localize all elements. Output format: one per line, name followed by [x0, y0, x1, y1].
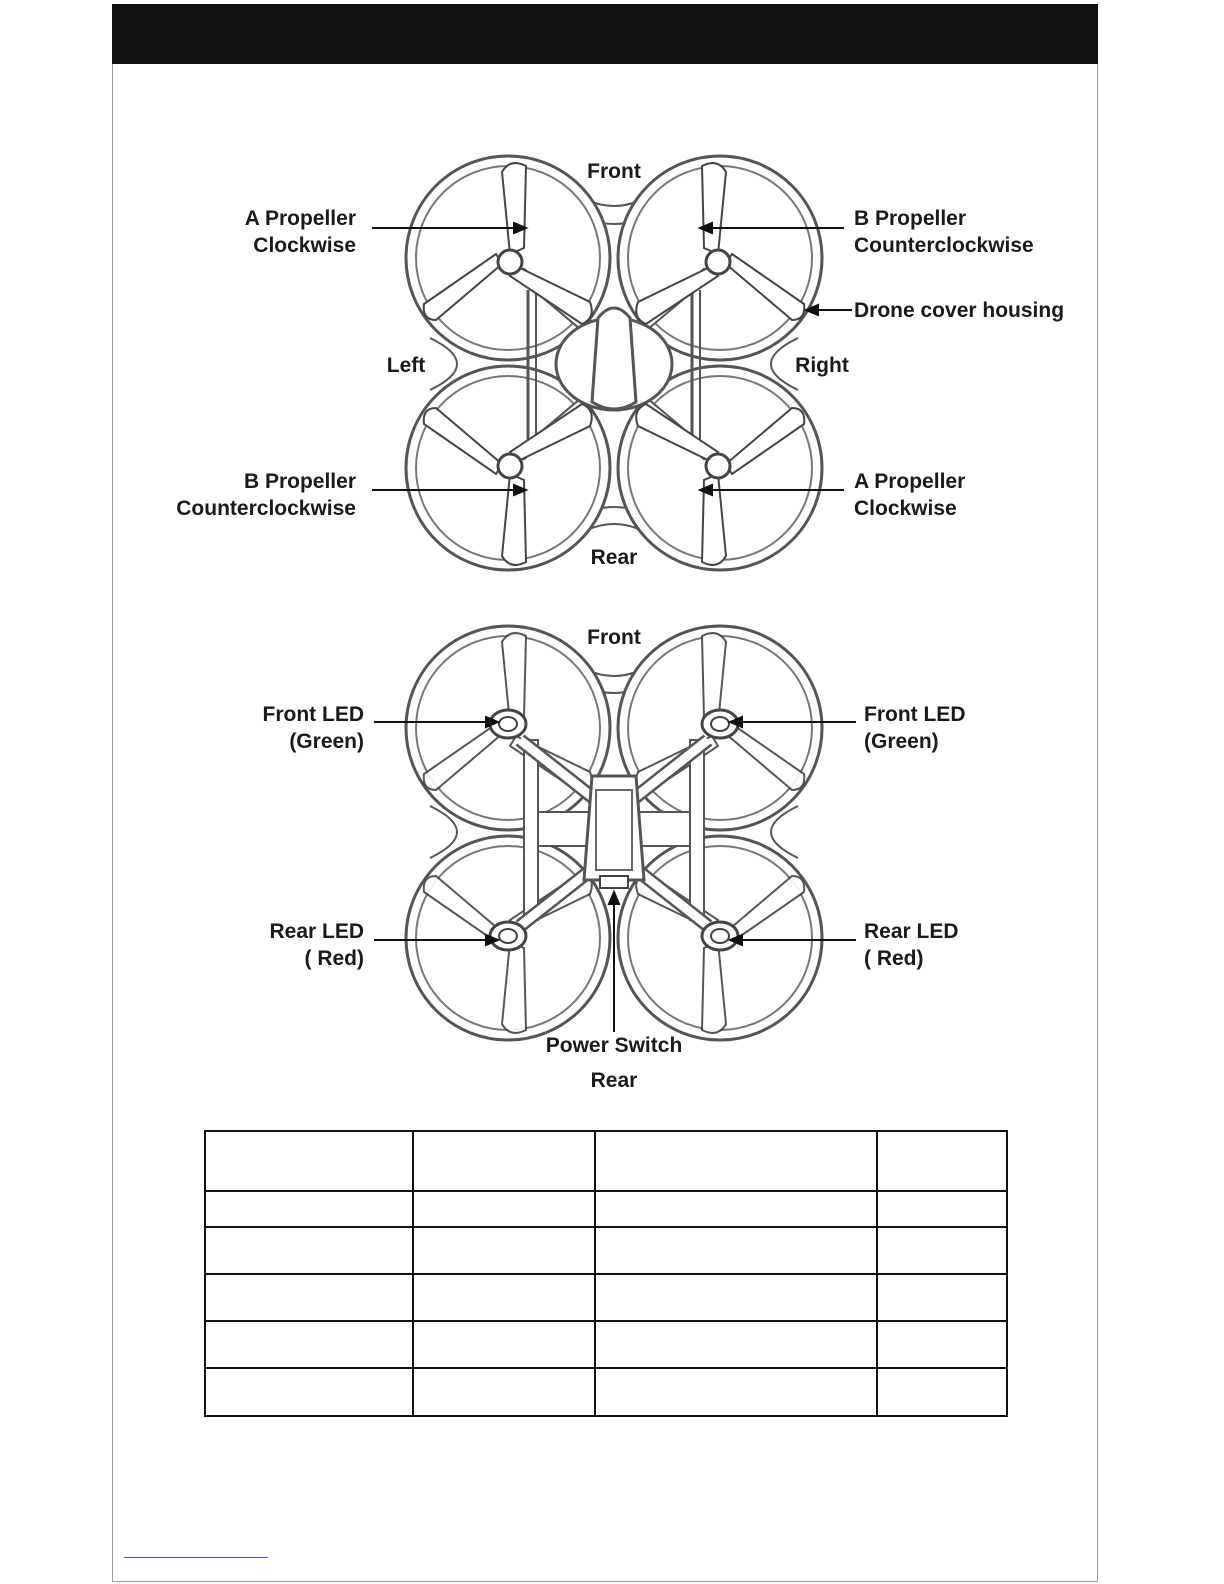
table-cell — [595, 1274, 877, 1321]
table-cell — [413, 1274, 595, 1321]
table-cell — [205, 1321, 413, 1368]
footer-link-underline — [124, 1557, 268, 1558]
callout-b-propeller-rear-left: B Propeller — [243, 470, 356, 493]
callout-green-left: (Green) — [289, 730, 364, 753]
table-cell — [595, 1227, 877, 1274]
table-cell — [413, 1368, 595, 1416]
table-cell — [877, 1368, 1007, 1416]
table-cell — [595, 1131, 877, 1191]
table-header-row — [205, 1131, 1007, 1191]
led-rear-right-icon — [702, 922, 738, 950]
callout-clockwise-rear-right: Clockwise — [854, 497, 957, 520]
table-cell — [877, 1131, 1007, 1191]
table-cell — [205, 1191, 413, 1227]
table-cell — [413, 1321, 595, 1368]
table-cell — [877, 1321, 1007, 1368]
bottom-rear-label: Rear — [590, 1069, 638, 1092]
top-drone-figure — [406, 156, 822, 570]
table-cell — [595, 1191, 877, 1227]
callout-green-right: (Green) — [864, 730, 939, 753]
table-row — [205, 1274, 1007, 1321]
callout-counterclockwise-front-right: Counterclockwise — [854, 234, 1034, 257]
top-right-label: Right — [795, 354, 849, 377]
callout-clockwise-front-left: Clockwise — [253, 234, 356, 257]
table-row — [205, 1191, 1007, 1227]
callout-red-left: ( Red) — [304, 947, 364, 970]
table-cell — [877, 1227, 1007, 1274]
table-cell — [595, 1321, 877, 1368]
callout-red-right: ( Red) — [864, 947, 924, 970]
table-row — [205, 1227, 1007, 1274]
callout-a-propeller-rear-right: A Propeller — [854, 470, 966, 493]
table-row — [205, 1321, 1007, 1368]
bottom-front-label: Front — [587, 626, 641, 649]
table-cell — [205, 1368, 413, 1416]
parts-table — [204, 1130, 1008, 1417]
table-cell — [205, 1227, 413, 1274]
table-cell — [413, 1131, 595, 1191]
table-cell — [595, 1368, 877, 1416]
table-cell — [413, 1227, 595, 1274]
callout-front-led-left: Front LED — [262, 703, 364, 726]
table-cell — [877, 1274, 1007, 1321]
power-switch-icon — [600, 876, 628, 888]
top-front-label: Front — [587, 160, 641, 183]
callout-counterclockwise-rear-left: Counterclockwise — [176, 497, 356, 520]
table-cell — [205, 1131, 413, 1191]
table-cell — [877, 1191, 1007, 1227]
callout-front-led-right: Front LED — [864, 703, 966, 726]
table-cell — [205, 1274, 413, 1321]
callout-power-switch: Power Switch — [545, 1034, 683, 1057]
top-left-label: Left — [386, 354, 426, 377]
callout-rear-led-left: Rear LED — [269, 920, 364, 943]
callout-a-propeller-front-left: A Propeller — [244, 207, 356, 230]
table-cell — [413, 1191, 595, 1227]
table-row — [205, 1368, 1007, 1416]
top-rear-label: Rear — [590, 546, 638, 569]
callout-b-propeller-front-right: B Propeller — [854, 207, 967, 230]
callout-drone-cover-housing: Drone cover housing — [854, 299, 1065, 322]
callout-rear-led-right: Rear LED — [864, 920, 959, 943]
led-rear-left-icon — [490, 922, 526, 950]
